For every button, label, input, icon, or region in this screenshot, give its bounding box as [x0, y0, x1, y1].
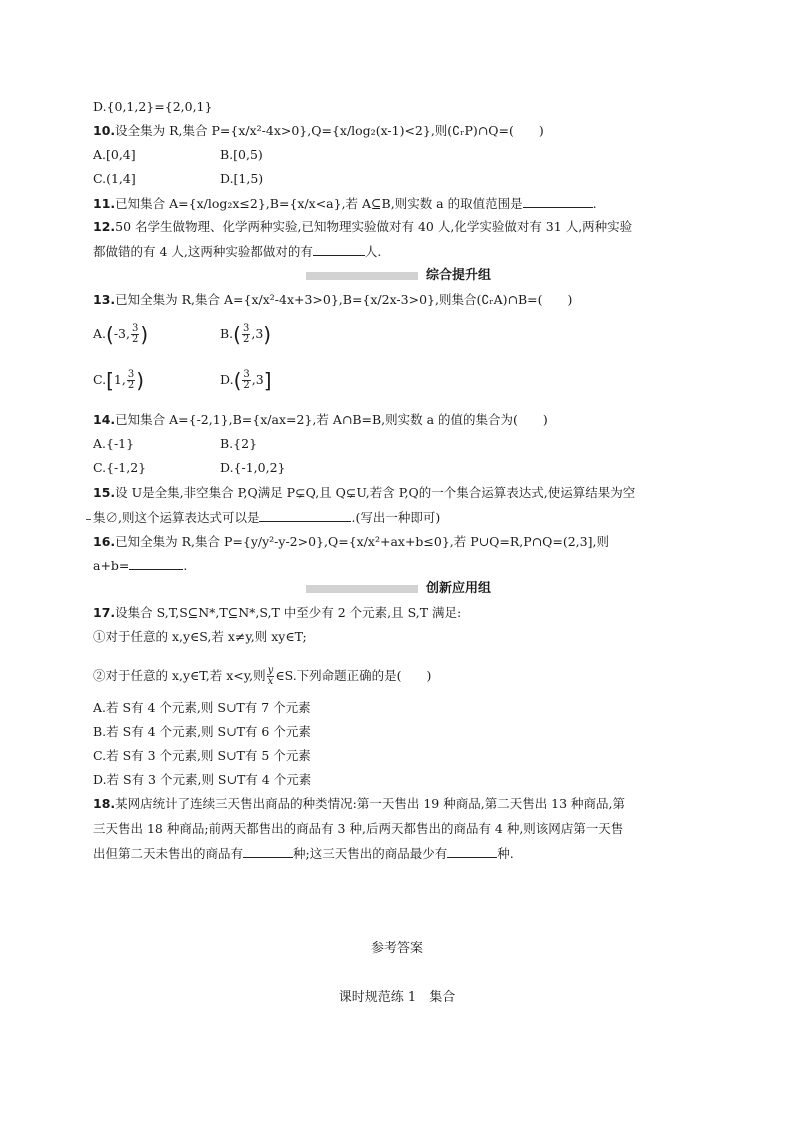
q14-option-a: A.{-1} — [93, 436, 135, 451]
q14-stem — [93, 411, 548, 429]
q17-text-1: 设集合 S,T,S⊆N*,T⊆N*,S,T 中至少有 2 个元素,且 S,T 满足: — [115, 605, 462, 620]
q14-text: 已知集合 A={-2,1},B={x/ax=2},若 A∩B=B,则实数 a 的值的集合为( ) — [115, 412, 548, 427]
section-divider-bar — [306, 585, 418, 593]
q18-answer-blank-2 — [447, 845, 497, 858]
q10-stem — [93, 122, 544, 140]
q16-end: . — [183, 558, 188, 573]
q12-answer-blank — [313, 243, 365, 256]
q14-option-c: C.{-1,2} — [93, 460, 147, 475]
q17-line-2: ①对于任意的 x,y∈S,若 x≠y,则 xy∈T; — [93, 629, 307, 644]
q13-option-b: B.( $\frac{3}{2}$ ,3) — [220, 322, 272, 347]
q17-option-b: B.若 S有 4 个元素,则 S∪T有 6 个元素 — [93, 724, 311, 739]
q16-line-2 — [93, 557, 187, 575]
q15-text-1: 设 U是全集,非空集合 P,Q满足 P⊊Q,且 Q⊊U,若含 P,Q的一个集合运算表达式,使运算结果为空 — [115, 485, 636, 500]
q9-option-d: D.{0,1,2}={2,0,1} — [93, 99, 213, 114]
q13-stem — [93, 291, 572, 309]
q16-text-2: a+b= — [93, 558, 130, 573]
q17-option-a: A.若 S有 4 个元素,则 S∪T有 7 个元素 — [93, 700, 311, 715]
q16-line-1 — [93, 533, 609, 551]
q14-option-d: D.{-1,0,2} — [220, 460, 286, 475]
q12-text-1: 50 名学生做物理、化学两种实验,已知物理实验做对有 40 人,化学实验做对有 31 人,两种实验 — [115, 219, 633, 234]
q13-number: 13. — [93, 292, 116, 307]
q18-text-1: 某网店统计了连续三天售出商品的种类情况:第一天售出 19 种商品,第二天售出 13 种商品,第 — [115, 796, 626, 811]
q17-option-c: C.若 S有 3 个元素,则 S∪T有 5 个元素 — [93, 748, 311, 763]
q18-line-1 — [93, 795, 625, 813]
q10-text: 设全集为 R,集合 P={x/x²-4x>0},Q={x/log₂(x-1)<2},则(∁ᵣP)∩Q=( ) — [115, 123, 544, 138]
q10-option-c: C.(1,4] — [93, 171, 136, 186]
q18-number: 18. — [93, 796, 116, 811]
q12-text-2: 都做错的有 4 人,这两种实验都做对的有 — [93, 244, 313, 259]
fraction: $\frac{3}{2}$ — [131, 323, 139, 345]
q13-option-d: D.( $\frac{3}{2}$ ,3] — [220, 368, 272, 393]
q16-answer-blank — [129, 557, 183, 570]
q11-number: 11. — [93, 196, 116, 211]
q11-answer-blank — [523, 195, 593, 208]
q12-number: 12. — [93, 219, 116, 234]
q17-number: 17. — [93, 605, 116, 620]
q15-number: 15. — [93, 485, 116, 500]
q18-line-2: 三天售出 18 种商品;前两天都售出的商品有 3 种,后两天都售出的商品有 4 种,则该网店第一天售 — [93, 821, 624, 836]
section-divider-bar — [306, 272, 418, 280]
fraction: $\frac{3}{2}$ — [127, 369, 135, 391]
q13-text: 已知全集为 R,集合 A={x/x²-4x+3>0},B={x/2x-3>0},则集合(∁ᵣA)∩B=( ) — [115, 292, 573, 307]
q10-option-b: B.[0,5) — [220, 147, 263, 162]
q12-end: 人. — [364, 244, 382, 259]
lesson-title: 课时规范练 1 集合 — [338, 990, 456, 1005]
q17-line-3: ②对于任意的 x,y∈T,若 x<y,则 $\frac{y}{x}$ ∈S.下列命题正确的是( ) — [93, 665, 432, 687]
q10-number: 10. — [93, 123, 116, 138]
section-title-innovative: 创新应用组 — [426, 581, 492, 596]
q15-end: .(写出一种即可) — [351, 510, 441, 525]
q10-option-d: D.[1,5) — [220, 171, 264, 186]
q16-text-1: 已知全集为 R,集合 P={y/y²-y-2>0},Q={x/x²+ax+b≤0},若 P∪Q=R,P∩Q=(2,3],则 — [115, 534, 609, 549]
q11-end: . — [592, 196, 597, 211]
q11-text: 已知集合 A={x/log₂x≤2},B={x/x<a},若 A⊆B,则实数 a 的取值范围是 — [115, 196, 523, 211]
fraction: $\frac{3}{2}$ — [242, 323, 250, 345]
margin-mark — [86, 519, 91, 520]
q14-option-b: B.{2} — [220, 436, 258, 451]
q18-answer-blank-1 — [243, 845, 293, 858]
section-title-comprehensive: 综合提升组 — [426, 268, 492, 283]
q16-number: 16. — [93, 534, 116, 549]
q15-answer-blank — [259, 509, 351, 522]
q15-line-2 — [93, 509, 440, 527]
q15-line-1 — [93, 484, 635, 502]
q17-option-d: D.若 S有 3 个元素,则 S∪T有 4 个元素 — [93, 772, 312, 787]
q14-number: 14. — [93, 412, 116, 427]
q17-line-1 — [93, 604, 461, 622]
q10-option-a: A.[0,4] — [93, 147, 136, 162]
q13-option-c: C.[1, $\frac{3}{2}$ ) — [93, 368, 145, 393]
q18-line-3: 出但第二天未售出的商品有 种;这三天售出的商品最少有 种. — [93, 846, 514, 861]
q15-text-2: 集∅,则这个运算表达式可以是 — [93, 510, 260, 525]
q11-stem — [93, 195, 597, 213]
fraction: $\frac{3}{2}$ — [243, 369, 250, 391]
answers-title: 参考答案 — [370, 941, 423, 956]
fraction: $\frac{y}{x}$ — [267, 665, 274, 687]
q13-option-a: A.(-3, $\frac{3}{2}$ ) — [93, 322, 149, 347]
q12-line-1 — [93, 218, 632, 236]
q12-line-2 — [93, 243, 381, 261]
